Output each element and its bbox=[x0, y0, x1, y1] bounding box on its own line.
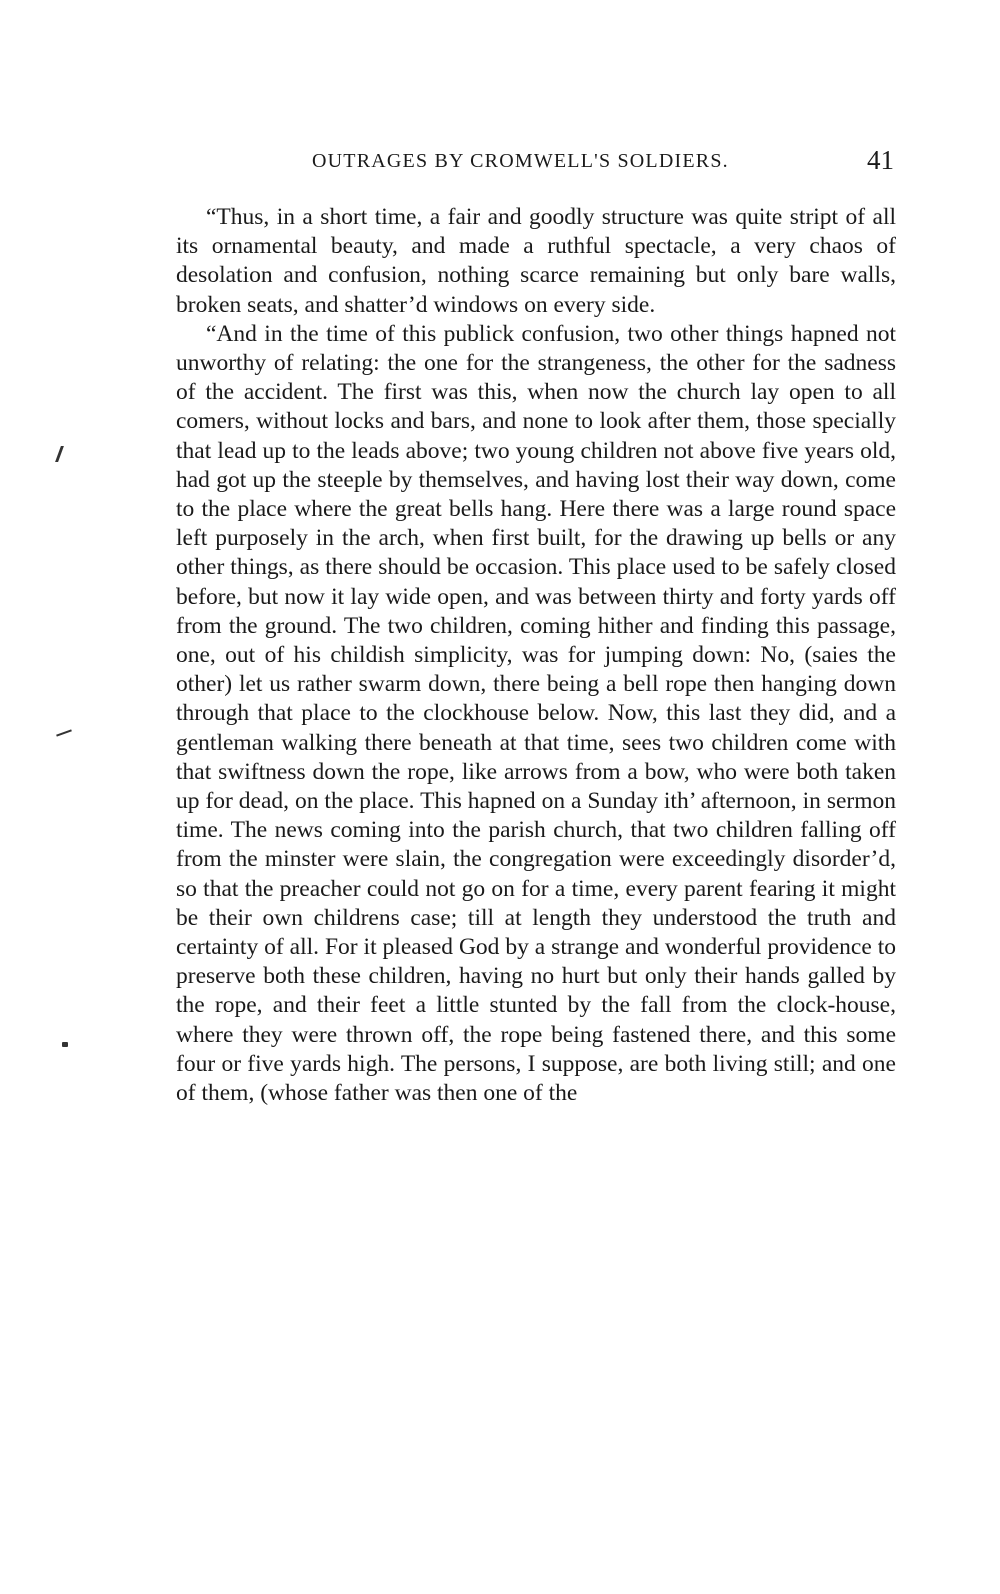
page-number: 41 bbox=[867, 145, 894, 175]
body-text bbox=[176, 203, 896, 1108]
margin-mark bbox=[62, 1042, 68, 1047]
running-head: OUTRAGES BY CROMWELL'S SOLDIERS. bbox=[312, 150, 729, 172]
page-header bbox=[176, 145, 900, 184]
margin-mark bbox=[56, 729, 72, 736]
paragraph: “Thus, in a short time, a fair and goodly structure was quite stript of all its ornamental beauty, and made a ruthful spectacle, a very chaos of desolation and confusion, nothing scarce remaining but only bare walls, broken seats, and shatter’d windows on every side. bbox=[176, 204, 896, 318]
paragraph: “And in the time of this publick confusion, two other things hapned not unworthy of relating: the one for the strangeness, the other for the sadness of the accident. The first was this, when now the church lay open to all comers, without locks and bars, and none to look after them, those specially that lead up to the leads above; two young children not above five years old, had got up the steeple by themselves, and having lost their way down, come to the place where the great bells hang. Here there was a large round space left purposely in the arch, when first built, for the drawing up bells or any other things, as there should be occasion. This place used to be safely closed before, but now it lay wide open, and was between thirty and forty yards off from the ground. The two children, coming hither and finding this passage, one, out of his childish simplicity, was for jumping down: No, (saies the other) let us rather swarm down, there being a bell rope then hanging down through that place to the clockhouse below. Now, this last they did, and a gentleman walking there beneath at that time, sees two children come with that swiftness down the rope, like arrows from a bow, who were both taken up for dead, on the place. This hapned on a Sunday ith’ afternoon, in sermon time. The news coming into the parish church, that two children falling off from the minster were slain, the congregation were exceedingly disorder’d, so that the preacher could not go on for a time, every parent fearing it might be their own childrens case; till at length they understood the truth and certainty of all. For it pleased God by a strange and wonderful providence to preserve both these children, having no hurt but only their hands galled by the rope, and their feet a little stunted by the fall from the clock-house, where they were thrown off, the rope being fastened there, and this some four or five yards high. The persons, I suppose, are both living still; and one of them, (whose father was then one of the bbox=[176, 320, 896, 1107]
margin-mark bbox=[55, 446, 64, 462]
